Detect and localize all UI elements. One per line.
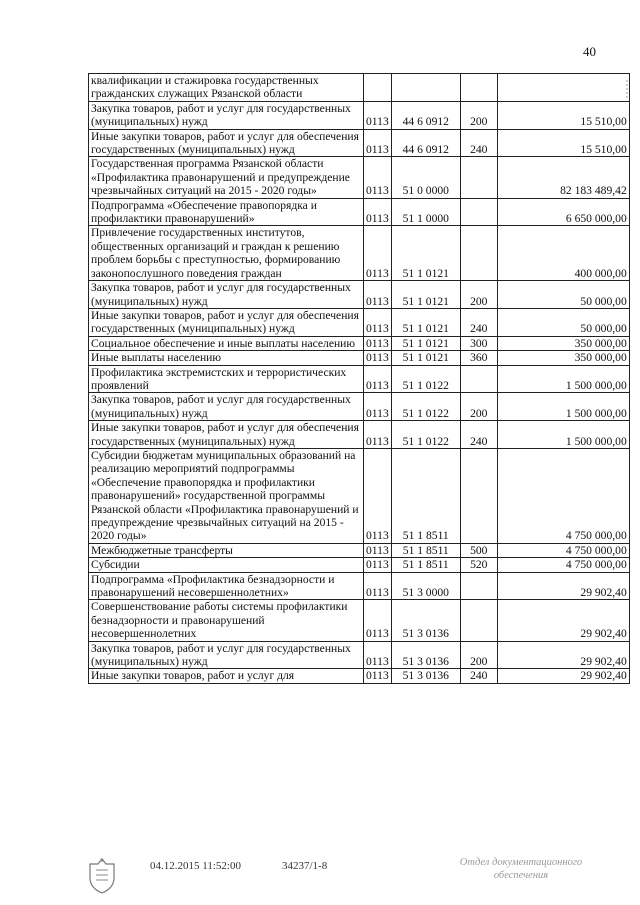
- row-sum-cell: 82 183 489,42: [497, 157, 629, 198]
- row-section-cell: 0113: [364, 101, 392, 129]
- row-section-cell: 0113: [364, 365, 392, 393]
- table-row: [89, 336, 630, 350]
- row-section-cell: 0113: [364, 129, 392, 157]
- row-code-cell: 51 1 0122: [391, 421, 460, 449]
- table-row: [89, 365, 630, 393]
- table-row: [89, 641, 630, 669]
- row-code-cell: 51 0 0000: [391, 157, 460, 198]
- table-row: [89, 421, 630, 449]
- table-row: [89, 448, 630, 543]
- row-code-cell: 51 1 0000: [391, 198, 460, 226]
- row-sum-cell: 15 510,00: [497, 101, 629, 129]
- row-code-cell: 51 3 0000: [391, 572, 460, 600]
- row-section-cell: 0113: [364, 226, 392, 281]
- row-type-cell: [460, 226, 497, 281]
- row-sum-cell: 29 902,40: [497, 641, 629, 669]
- row-type-cell: 200: [460, 641, 497, 669]
- row-section-cell: 0113: [364, 308, 392, 336]
- row-sum-cell: 50 000,00: [497, 281, 629, 309]
- row-code-cell: 51 3 0136: [391, 669, 460, 683]
- row-name-cell: Иные выплаты населению: [89, 351, 364, 365]
- row-sum-cell: 15 510,00: [497, 129, 629, 157]
- margin-mark: [624, 80, 630, 100]
- row-code-cell: 51 3 0136: [391, 641, 460, 669]
- row-sum-cell: 1 500 000,00: [497, 421, 629, 449]
- row-section-cell: 0113: [364, 421, 392, 449]
- row-name-cell: Закупка товаров, работ и услуг для государственных (муниципальных) нужд: [89, 281, 364, 309]
- row-name-cell: Иные закупки товаров, работ и услуг для обеспечения государственных (муниципальных) нужд: [89, 421, 364, 449]
- row-sum-cell: 6 650 000,00: [497, 198, 629, 226]
- row-sum-cell: [497, 74, 629, 102]
- row-sum-cell: 400 000,00: [497, 226, 629, 281]
- table-row: [89, 74, 630, 102]
- row-section-cell: 0113: [364, 281, 392, 309]
- row-name-cell: Социальное обеспечение и иные выплаты населению: [89, 336, 364, 350]
- row-name-cell: Иные закупки товаров, работ и услуг для обеспечения государственных (муниципальных) нужд: [89, 129, 364, 157]
- row-code-cell: 51 1 0122: [391, 393, 460, 421]
- row-sum-cell: 29 902,40: [497, 669, 629, 683]
- row-sum-cell: 4 750 000,00: [497, 448, 629, 543]
- row-sum-cell: 50 000,00: [497, 308, 629, 336]
- row-name-cell: Подпрограмма «Профилактика безнадзорности и правонарушений несовершеннолетних»: [89, 572, 364, 600]
- row-sum-cell: 350 000,00: [497, 351, 629, 365]
- table-row: [89, 129, 630, 157]
- row-type-cell: [460, 365, 497, 393]
- table-row: [89, 351, 630, 365]
- row-code-cell: 51 1 0122: [391, 365, 460, 393]
- row-name-cell: Закупка товаров, работ и услуг для государственных (муниципальных) нужд: [89, 101, 364, 129]
- table-row: [89, 198, 630, 226]
- row-name-cell: Подпрограмма «Обеспечение правопорядка и профилактики правонарушений»: [89, 198, 364, 226]
- row-type-cell: 240: [460, 421, 497, 449]
- row-name-cell: Государственная программа Рязанской области «Профилактика правонарушений и предупреждение чрезвычайных ситуаций на 2015 - 2020 годы»: [89, 157, 364, 198]
- row-section-cell: 0113: [364, 336, 392, 350]
- row-type-cell: [460, 600, 497, 641]
- row-code-cell: 51 1 0121: [391, 308, 460, 336]
- row-section-cell: 0113: [364, 543, 392, 557]
- row-type-cell: 240: [460, 308, 497, 336]
- row-code-cell: 51 1 8511: [391, 543, 460, 557]
- row-section-cell: 0113: [364, 669, 392, 683]
- page-number: 40: [583, 44, 596, 59]
- table-row: [89, 393, 630, 421]
- row-name-cell: Профилактика экстремистских и террористических проявлений: [89, 365, 364, 393]
- row-section-cell: 0113: [364, 157, 392, 198]
- row-type-cell: [460, 157, 497, 198]
- row-section-cell: 0113: [364, 448, 392, 543]
- table-row: [89, 669, 630, 683]
- stamp-line-2: обеспечения: [493, 870, 549, 881]
- row-type-cell: 520: [460, 558, 497, 572]
- row-type-cell: 500: [460, 543, 497, 557]
- row-name-cell: Межбюджетные трансферты: [89, 543, 364, 557]
- row-name-cell: Закупка товаров, работ и услуг для государственных (муниципальных) нужд: [89, 641, 364, 669]
- row-code-cell: 44 6 0912: [391, 129, 460, 157]
- row-code-cell: 51 1 0121: [391, 226, 460, 281]
- row-sum-cell: 29 902,40: [497, 600, 629, 641]
- budget-table: [88, 73, 630, 684]
- footer-date: 04.12.2015 11:52:00: [150, 860, 241, 872]
- row-code-cell: 51 1 8511: [391, 448, 460, 543]
- table-row: [89, 600, 630, 641]
- row-name-cell: Субсидии: [89, 558, 364, 572]
- row-name-cell: Иные закупки товаров, работ и услуг для: [89, 669, 364, 683]
- row-section-cell: 0113: [364, 198, 392, 226]
- row-sum-cell: 4 750 000,00: [497, 558, 629, 572]
- row-code-cell: 51 3 0136: [391, 600, 460, 641]
- row-type-cell: 360: [460, 351, 497, 365]
- table-row: [89, 543, 630, 557]
- row-section-cell: 0113: [364, 351, 392, 365]
- table-row: [89, 308, 630, 336]
- row-name-cell: Субсидии бюджетам муниципальных образований на реализацию мероприятий подпрограммы «Обеспечение правопорядка и профилактики правонарушений» государственной программы Рязанской области «Профилактика правонарушений и предупреждение чрезвычайных ситуаций на 2015 - 2020 годы»: [89, 448, 364, 543]
- row-code-cell: 51 1 0121: [391, 336, 460, 350]
- row-section-cell: 0113: [364, 572, 392, 600]
- table-row: [89, 281, 630, 309]
- row-sum-cell: 1 500 000,00: [497, 393, 629, 421]
- row-name-cell: Иные закупки товаров, работ и услуг для обеспечения государственных (муниципальных) нужд: [89, 308, 364, 336]
- row-sum-cell: 350 000,00: [497, 336, 629, 350]
- row-section-cell: 0113: [364, 641, 392, 669]
- row-section-cell: 0113: [364, 393, 392, 421]
- table-row: [89, 226, 630, 281]
- department-stamp: [446, 856, 596, 882]
- row-code-cell: 51 1 0121: [391, 351, 460, 365]
- table-row: [89, 572, 630, 600]
- row-name-cell: Привлечение государственных институтов, общественных организаций и граждан к решению проблем борьбы с преступностью, формированию законопослушного поведения граждан: [89, 226, 364, 281]
- row-type-cell: 300: [460, 336, 497, 350]
- row-code-cell: 51 1 8511: [391, 558, 460, 572]
- budget-table-body: [89, 74, 630, 684]
- row-name-cell: Закупка товаров, работ и услуг для государственных (муниципальных) нужд: [89, 393, 364, 421]
- footer-doc-number: 34237/1-8: [282, 860, 328, 872]
- row-name-cell: квалификации и стажировка государственных гражданских служащих Рязанской области: [89, 74, 364, 102]
- row-type-cell: 200: [460, 393, 497, 421]
- stamp-line-1: Отдел документационного: [459, 857, 583, 868]
- row-name-cell: Совершенствование работы системы профилактики безнадзорности и правонарушений несовершеннолетних: [89, 600, 364, 641]
- row-sum-cell: 29 902,40: [497, 572, 629, 600]
- table-row: [89, 157, 630, 198]
- row-sum-cell: 1 500 000,00: [497, 365, 629, 393]
- row-code-cell: 44 6 0912: [391, 101, 460, 129]
- row-code-cell: 51 1 0121: [391, 281, 460, 309]
- row-section-cell: [364, 74, 392, 102]
- row-type-cell: 200: [460, 281, 497, 309]
- row-type-cell: [460, 74, 497, 102]
- table-row: [89, 558, 630, 572]
- row-sum-cell: 4 750 000,00: [497, 543, 629, 557]
- row-type-cell: 200: [460, 101, 497, 129]
- row-type-cell: [460, 572, 497, 600]
- table-row: [89, 101, 630, 129]
- row-code-cell: [391, 74, 460, 102]
- row-type-cell: 240: [460, 669, 497, 683]
- coat-of-arms-icon: [84, 856, 120, 896]
- row-type-cell: 240: [460, 129, 497, 157]
- row-section-cell: 0113: [364, 558, 392, 572]
- row-type-cell: [460, 198, 497, 226]
- row-type-cell: [460, 448, 497, 543]
- row-section-cell: 0113: [364, 600, 392, 641]
